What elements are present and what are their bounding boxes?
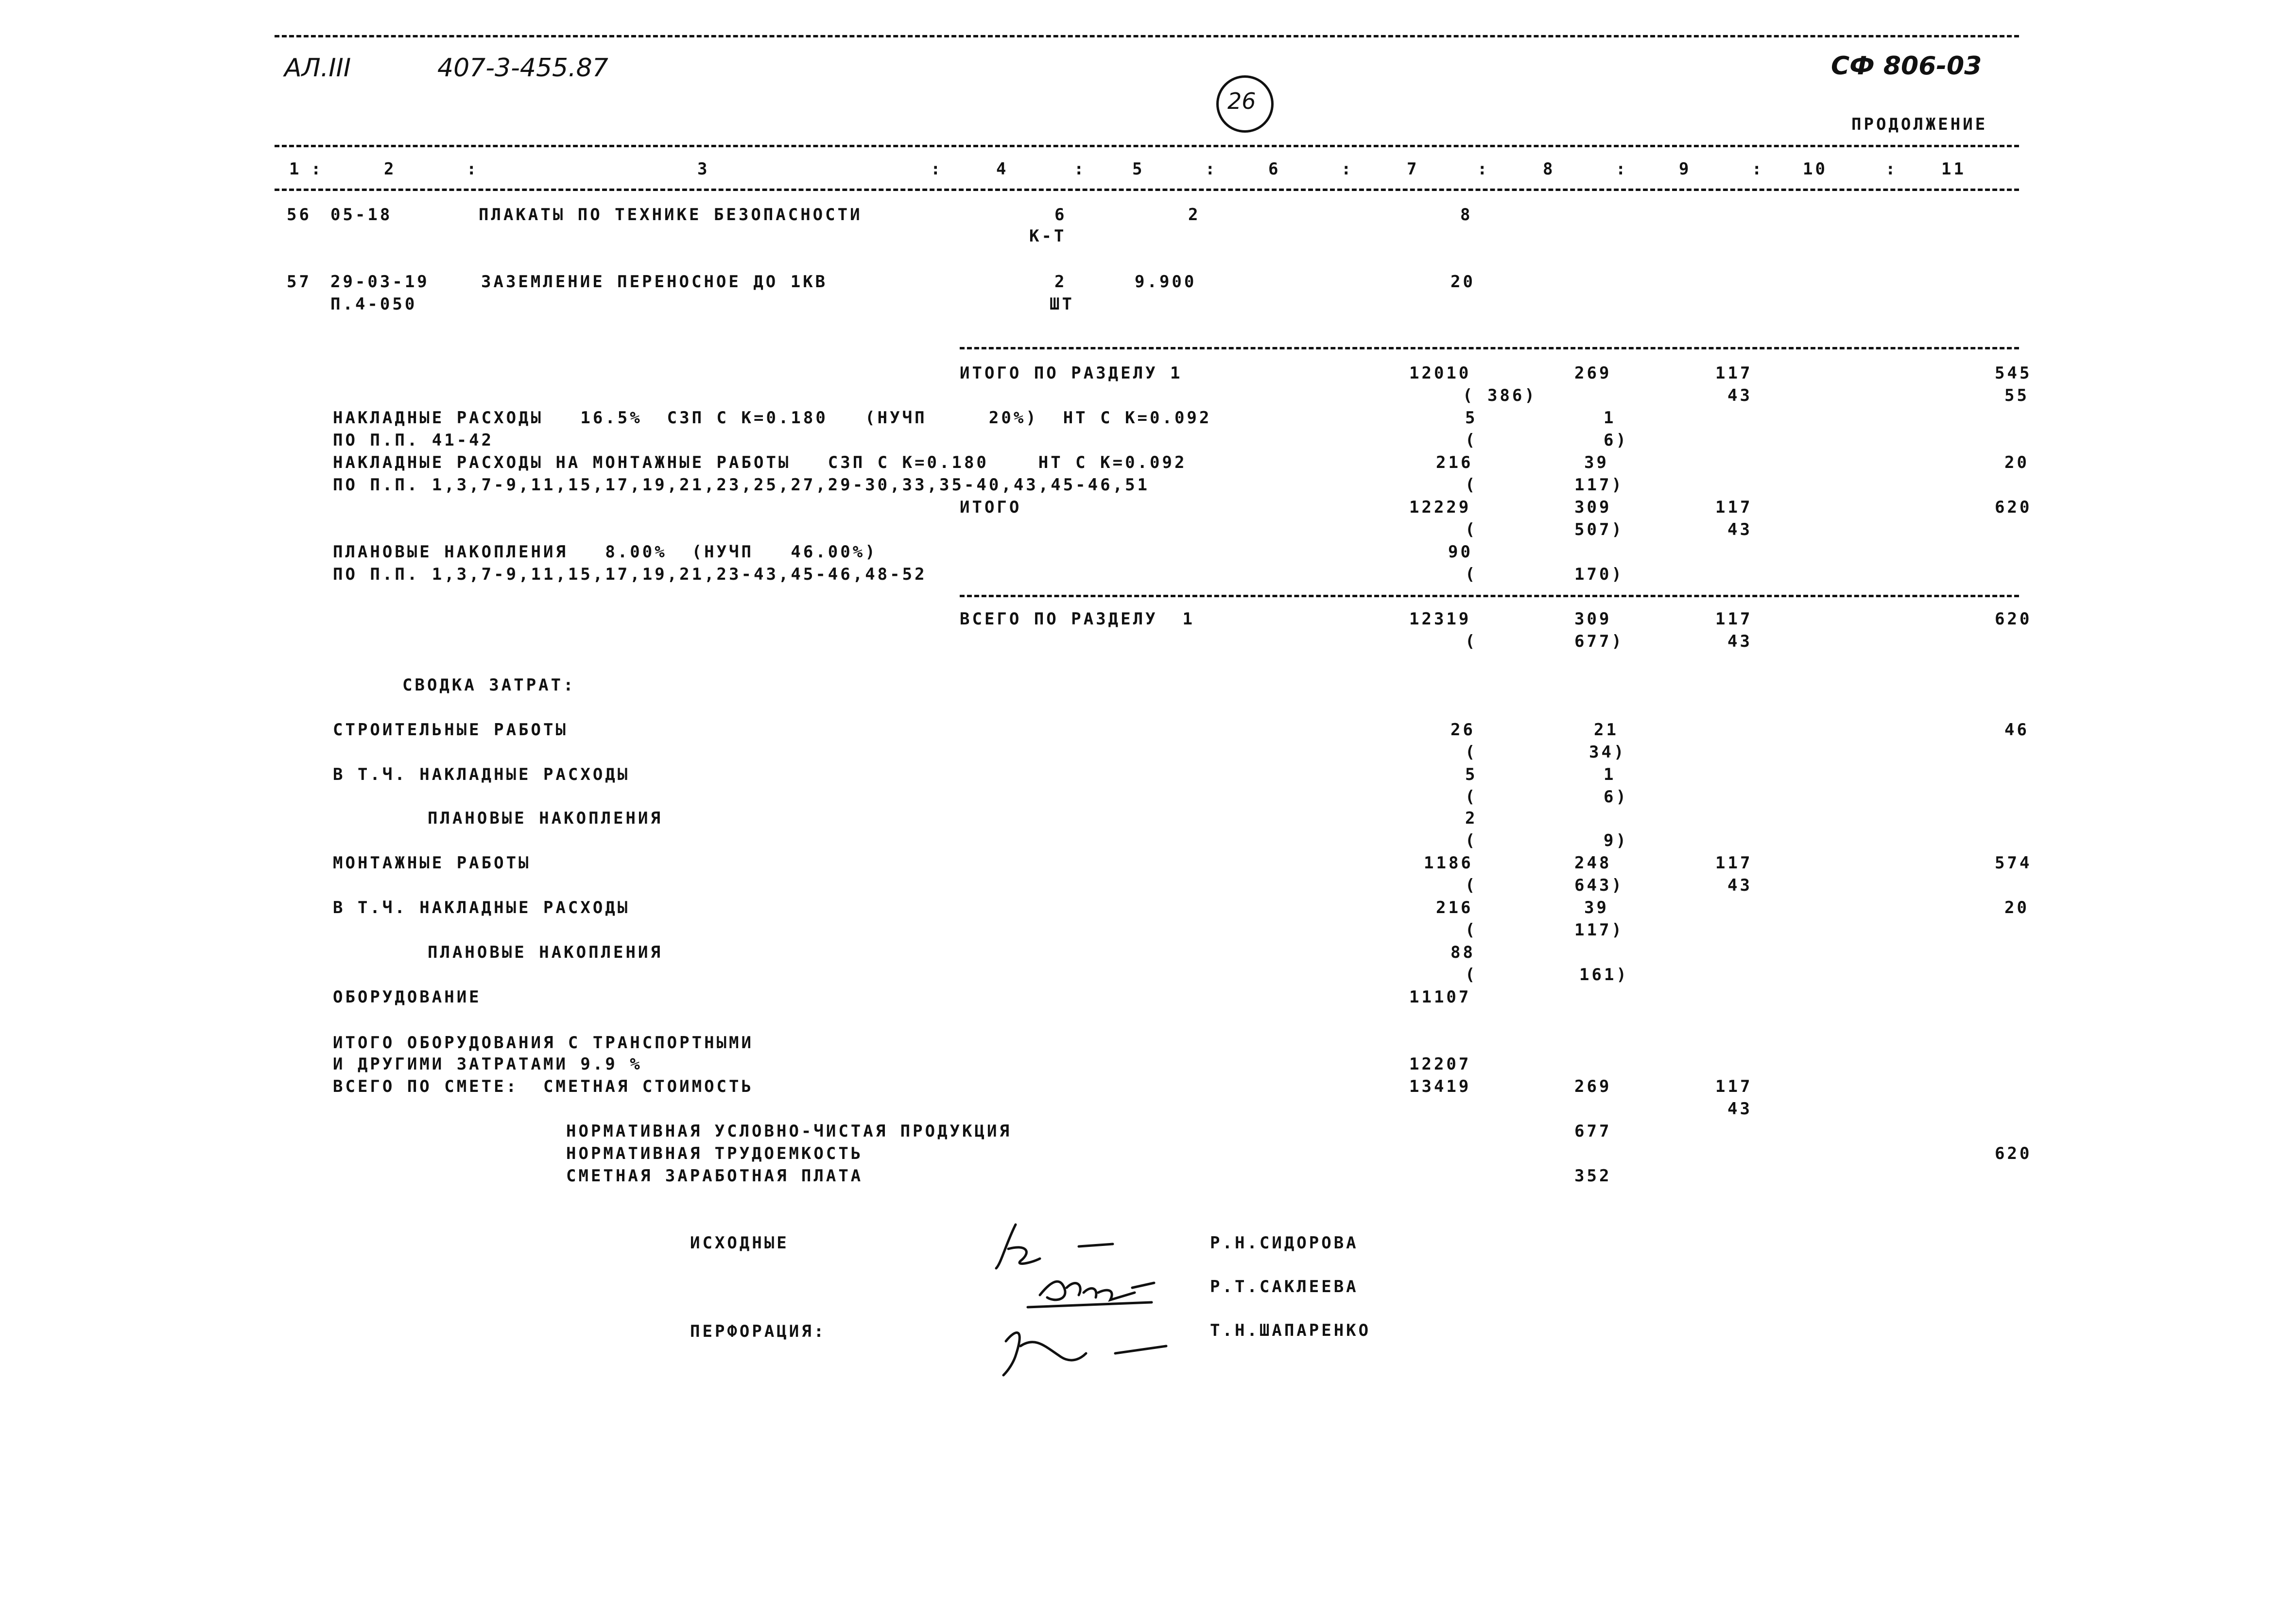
summary-label: МОНТАЖНЫЕ РАБОТЫ <box>333 853 531 873</box>
section-total-col8: 269 <box>1574 363 1612 383</box>
estimate-sheet: АЛ.III 407-3-455.87 26 СФ 806-03 ПРОДОЛЖЕНИЕ 1 : 2 : 3 : 4 : 5 : 6 : 7 : 8 : 9 : 10 : 11 56 05-18 ПЛАКАТЫ ПО ТЕХНИКЕ БЕЗОПАСНОСТИ 6 К-Т 2 8 57 29-03-19 П.4-050 ЗАЗЕМЛЕНИЕ ПЕРЕНОСНОЕ ДО 1КВ 2 ШТ 9.900 20 ИТОГО ПО РАЗДЕЛУ 1 12010 269 ( 386) 117 43 545 55 НАКЛАДНЫЕ РАСХОДЫ 16.5% СЗП С К=0.180 (НУЧП 20%) НТ С К=0.092 ПО П.П. 41-42 5 ( 1 6) НАКЛАДНЫЕ РАСХОДЫ НА МОНТАЖНЫЕ РАБОТЫ СЗП С К=0.180 НТ С К=0.092 ПО П.П. 1,3,7-9,11,15,17,19,21,23,25,27,29-30,33,35-40,43,45-46,51 216 ( 39 117) 20 ИТОГО 12229 ( 309 507) 117 43 620 ПЛАНОВЫЕ НАКОПЛЕНИЯ 8.00% (НУЧП 46.00%) ПО П.П. 1,3,7-9,11,15,17,19,21,23-43,45-46,48-52 90 ( 170) ВСЕГО ПО РАЗДЕЛУ 1 12319 ( 309 677) 117 43 620 СВОДКА ЗАТРАТ: СТРОИТЕЛЬНЫЕ РАБОТЫ 26 ( 21 34) 46 В Т.Ч. НАКЛАДНЫЕ РАСХОДЫ 5 ( 1 6) ПЛАНОВЫЕ НАКОПЛЕНИЯ 2 ( 9) МОНТАЖНЫЕ РАБОТЫ 1186 ( 248 643) 117 43 574 В Т.Ч. НАКЛАДНЫЕ РАСХОДЫ 216 ( 39 117) 20 ПЛАНОВЫЕ НАКОПЛЕНИЯ 88 ( 161) ОБОРУДОВАНИЕ 11107 ИТОГО ОБОРУДОВАНИЯ С ТРАНСПОРТНЫМИ И ДРУГИМИ ЗАТРАТАМИ 9.9 % 12207 ВСЕГО ПО СМЕТЕ: СМЕТНАЯ СТОИМОСТЬ 13419 269 117 43 НОРМАТИВНАЯ УСЛОВНО-ЧИСТАЯ ПРОДУКЦИЯ 677 НОРМАТИВНАЯ ТРУДОЕМКОСТЬ 620 СМЕТНАЯ ЗАРАБОТНАЯ ПЛАТА 352 ИСХОДНЫЕ ПЕРФОРАЦИЯ: Р.Н.СИДОРОВА Р.Т.САКЛЕЕВА Т.Н.ШАПАРЕНКО <box>0 0 2296 1607</box>
planned-line2: ПО П.П. 1,3,7-9,11,15,17,19,21,23-43,45-46,48-52 <box>333 565 927 584</box>
section-total-col11: 545 <box>1995 363 2032 383</box>
grand-total-label: ВСЕГО ПО РАЗДЕЛУ 1 <box>960 609 1195 629</box>
itogo-col7b: ( <box>1465 520 1478 539</box>
source-label: ИСХОДНЫЕ <box>690 1233 789 1253</box>
item-name: ПЛАКАТЫ ПО ТЕХНИКЕ БЕЗОПАСНОСТИ <box>479 205 863 225</box>
item-number: 57 <box>287 272 311 292</box>
summary-col9b: 43 <box>1727 876 1752 895</box>
item-code-secondary: П.4-050 <box>330 294 417 314</box>
section-total-col8b: ( 386) <box>1463 386 1537 405</box>
summary-label: В Т.Ч. НАКЛАДНЫЕ РАСХОДЫ <box>333 898 630 917</box>
grand-total-col8: 309 <box>1574 609 1612 629</box>
item-qty: 2 <box>1054 272 1067 292</box>
summary-label: ОБОРУДОВАНИЕ <box>333 987 482 1007</box>
summary-col8b: 34) <box>1589 743 1626 762</box>
summary-col7: 13419 <box>1409 1077 1471 1096</box>
col-11: 11 <box>1941 159 1966 179</box>
itogo-col9: 117 <box>1715 498 1753 517</box>
overhead-installation-line2: ПО П.П. 1,3,7-9,11,15,17,19,21,23,25,27,29-30,33,35-40,43,45-46,51 <box>333 475 1150 495</box>
summary-col7: 1186 <box>1424 853 1473 873</box>
summary-label: ПЛАНОВЫЕ НАКОПЛЕНИЯ <box>428 809 663 828</box>
col-4: 4 <box>996 159 1009 179</box>
itogo-label: ИТОГО <box>960 498 1022 517</box>
summary-col9b: 43 <box>1727 1099 1752 1119</box>
overhead-installation-col7: 216 <box>1436 453 1473 472</box>
top-rule <box>275 35 2019 37</box>
grand-total-col9b: 43 <box>1727 632 1752 651</box>
summary-col9: 117 <box>1715 1077 1753 1096</box>
summary-col8b: 161) <box>1579 965 1629 985</box>
item-number: 56 <box>287 205 311 225</box>
overhead-col8b: 6) <box>1604 431 1628 450</box>
summary-col7: 12207 <box>1409 1054 1471 1074</box>
sheet-mark: АЛ.III <box>284 53 351 83</box>
summary-col7b: ( <box>1465 743 1478 762</box>
summary-label: СТРОИТЕЛЬНЫЕ РАБОТЫ <box>333 720 568 740</box>
itogo-col7: 12229 <box>1409 498 1471 517</box>
col-9: 9 <box>1679 159 1692 179</box>
overhead-line2: ПО П.П. 41-42 <box>333 431 494 450</box>
item-total: 8 <box>1460 205 1473 225</box>
summary-col7b: ( <box>1465 965 1478 985</box>
grand-total-col9: 117 <box>1715 609 1753 629</box>
continuation-label: ПРОДОЛЖЕНИЕ <box>1851 115 1988 134</box>
summary-label: ВСЕГО ПО СМЕТЕ: СМЕТНАЯ СТОИМОСТЬ <box>333 1077 754 1096</box>
col-5: 5 <box>1132 159 1145 179</box>
overhead-installation-col8: 39 <box>1584 453 1609 472</box>
summary-col7: 11107 <box>1409 987 1471 1007</box>
summary-col7b: ( <box>1465 876 1478 895</box>
section-total-col9: 117 <box>1715 363 1753 383</box>
grand-total-col11: 620 <box>1995 609 2032 629</box>
grand-total-rule <box>960 595 2019 597</box>
grand-total-col7b: ( <box>1465 632 1478 651</box>
col-2: 2 <box>384 159 397 179</box>
item-unit: К-Т <box>1029 226 1067 246</box>
section-total-col7: 12010 <box>1409 363 1471 383</box>
summary-col8: 269 <box>1574 1077 1612 1096</box>
summary-col7: 216 <box>1436 898 1473 917</box>
perforation-label: ПЕРФОРАЦИЯ: <box>690 1322 827 1341</box>
summary-label: ПЛАНОВЫЕ НАКОПЛЕНИЯ <box>428 943 663 962</box>
summary-col8: 677 <box>1574 1122 1612 1141</box>
summary-col7: 2 <box>1465 809 1478 828</box>
summary-col8b: 6) <box>1604 787 1628 807</box>
summary-col8: 1 <box>1604 765 1616 784</box>
column-header-top-rule <box>275 145 2019 147</box>
col-3: 3 <box>697 159 710 179</box>
item-total: 20 <box>1450 272 1475 292</box>
summary-col7: 88 <box>1450 943 1475 962</box>
summary-col7: 5 <box>1465 765 1478 784</box>
project-code: 407-3-455.87 <box>437 53 608 83</box>
item-unit: ШТ <box>1050 294 1074 314</box>
item-price: 9.900 <box>1135 272 1197 292</box>
summary-col8: 39 <box>1584 898 1609 917</box>
item-price: 2 <box>1188 205 1201 225</box>
overhead-col7: 5 <box>1465 408 1478 428</box>
col-1: 1 <box>289 159 302 179</box>
overhead-col7b: ( <box>1465 431 1478 450</box>
summary-label: СМЕТНАЯ ЗАРАБОТНАЯ ПЛАТА <box>566 1166 863 1186</box>
col-8: 8 <box>1543 159 1555 179</box>
planned-col7: 90 <box>1448 542 1473 562</box>
summary-col8: 248 <box>1574 853 1612 873</box>
summary-col11: 20 <box>2004 898 2029 917</box>
signature-stroke <box>996 1225 1040 1268</box>
summary-col7b: ( <box>1465 920 1478 940</box>
summary-col7b: ( <box>1465 831 1478 850</box>
summary-label: В Т.Ч. НАКЛАДНЫЕ РАСХОДЫ <box>333 765 630 784</box>
item-qty: 6 <box>1054 205 1067 225</box>
summary-col8b: 9) <box>1604 831 1628 850</box>
overhead-installation-col7b: ( <box>1465 475 1478 495</box>
signature-stroke <box>1115 1346 1166 1353</box>
signature-stroke <box>1003 1332 1086 1375</box>
section-total-col11b: 55 <box>2004 386 2029 405</box>
overhead-line1: НАКЛАДНЫЕ РАСХОДЫ 16.5% СЗП С К=0.180 (НУЧП 20%) НТ С К=0.092 <box>333 408 1212 428</box>
summary-col7: 26 <box>1450 720 1475 740</box>
section-rule <box>960 347 2019 349</box>
signature-stroke <box>1079 1244 1113 1246</box>
section-total-col9b: 43 <box>1727 386 1752 405</box>
handwritten-signatures <box>986 1215 1200 1380</box>
signatory-name: Р.Т.САКЛЕЕВА <box>1210 1277 1359 1296</box>
overhead-installation-line1: НАКЛАДНЫЕ РАСХОДЫ НА МОНТАЖНЫЕ РАБОТЫ СЗП С К=0.180 НТ С К=0.092 <box>333 453 1187 472</box>
summary-col8b: 117) <box>1574 920 1624 940</box>
overhead-col8: 1 <box>1604 408 1616 428</box>
summary-col9: 117 <box>1715 853 1753 873</box>
col-7: 7 <box>1407 159 1419 179</box>
summary-col11: 574 <box>1995 853 2032 873</box>
summary-title: СВОДКА ЗАТРАТ: <box>402 675 576 695</box>
summary-label-line2: И ДРУГИМИ ЗАТРАТАМИ 9.9 % <box>333 1054 642 1074</box>
summary-col11: 620 <box>1995 1144 2032 1163</box>
col-6: 6 <box>1268 159 1281 179</box>
page-number: 26 <box>1227 88 1256 114</box>
itogo-col8b: 507) <box>1574 520 1624 539</box>
item-name: ЗАЗЕМЛЕНИЕ ПЕРЕНОСНОЕ ДО 1КВ <box>481 272 828 292</box>
signatory-name: Т.Н.ШАПАРЕНКО <box>1210 1321 1371 1340</box>
summary-label: НОРМАТИВНАЯ УСЛОВНО-ЧИСТАЯ ПРОДУКЦИЯ <box>566 1122 1012 1141</box>
planned-col8b: 170) <box>1574 565 1624 584</box>
summary-col8b: 643) <box>1574 876 1624 895</box>
overhead-installation-col11: 20 <box>2004 453 2029 472</box>
signatory-name: Р.Н.СИДОРОВА <box>1210 1233 1359 1253</box>
itogo-col9b: 43 <box>1727 520 1752 539</box>
section-total-label: ИТОГО ПО РАЗДЕЛУ 1 <box>960 363 1183 383</box>
summary-label-line1: ИТОГО ОБОРУДОВАНИЯ С ТРАНСПОРТНЫМИ <box>333 1033 754 1053</box>
signature-stroke <box>1040 1281 1135 1300</box>
summary-label: НОРМАТИВНАЯ ТРУДОЕМКОСТЬ <box>566 1144 863 1163</box>
summary-col7b: ( <box>1465 787 1478 807</box>
planned-col7b: ( <box>1465 565 1478 584</box>
item-code: 29-03-19 <box>330 272 430 292</box>
item-code: 05-18 <box>330 205 393 225</box>
planned-line1: ПЛАНОВЫЕ НАКОПЛЕНИЯ 8.00% (НУЧП 46.00%) <box>333 542 878 562</box>
doc-code: СФ 806-03 <box>1831 52 1982 81</box>
itogo-col11: 620 <box>1995 498 2032 517</box>
grand-total-col7: 12319 <box>1409 609 1471 629</box>
summary-col11: 46 <box>2004 720 2029 740</box>
itogo-col8: 309 <box>1574 498 1612 517</box>
col-10: 10 <box>1803 159 1828 179</box>
column-header-bottom-rule <box>275 189 2019 191</box>
summary-col8: 352 <box>1574 1166 1612 1186</box>
grand-total-col8b: 677) <box>1574 632 1624 651</box>
summary-col8: 21 <box>1594 720 1619 740</box>
overhead-installation-col8b: 117) <box>1574 475 1624 495</box>
